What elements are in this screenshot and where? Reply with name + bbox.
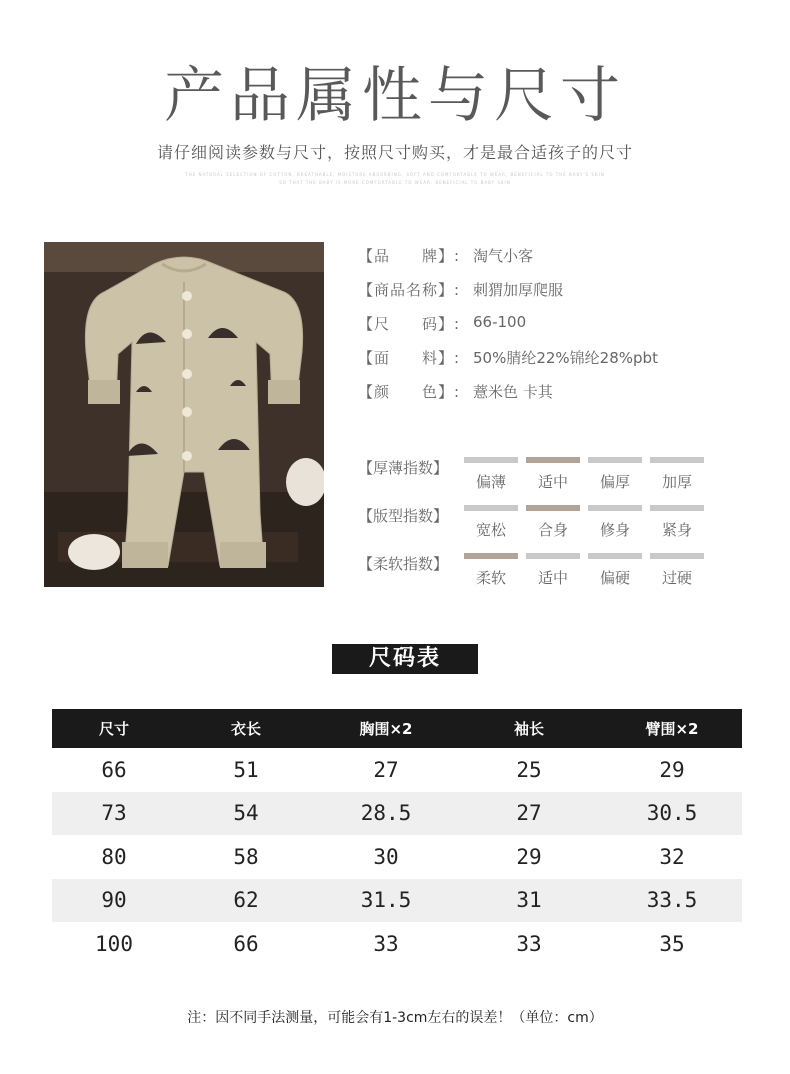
- table-cell: 27: [373, 757, 399, 782]
- table-cell: 27: [516, 801, 542, 826]
- index-bar: [588, 553, 642, 559]
- softness-option: [526, 553, 580, 588]
- fit-option: [464, 505, 518, 540]
- romper-illustration: [44, 242, 324, 587]
- index-bar: [464, 457, 518, 463]
- table-cell: 54: [233, 801, 259, 826]
- index-bar: [464, 505, 518, 511]
- index-bar: [588, 505, 642, 511]
- table-cell: 30: [373, 844, 399, 869]
- table-cell: 100: [95, 931, 133, 956]
- table-row: [52, 879, 742, 923]
- fit-option: [588, 505, 642, 540]
- table-cell: 58: [233, 844, 259, 869]
- index-bar-selected: [526, 457, 580, 463]
- attr-product-name-value: 刺猬加厚爬服: [473, 281, 564, 299]
- index-option-label: 合身: [537, 521, 568, 539]
- page-subtitle: 请仔细阅读参数与尺寸，按照尺寸购买，才是最合适孩子的尺寸: [156, 143, 633, 162]
- thickness-option: [650, 457, 704, 492]
- table-cell: 51: [233, 757, 259, 782]
- measurement-note: 注：因不同手法测量，可能会有1-3cm左右的误差！（单位：cm）: [187, 1010, 603, 1026]
- table-row: [52, 792, 742, 836]
- table-cell: 25: [516, 757, 542, 782]
- table-cell: 29: [659, 757, 685, 782]
- table-cell: 90: [101, 888, 127, 913]
- attr-fabric-key: 【面 料】:: [358, 349, 461, 367]
- index-label-softness: 【柔软指数】: [358, 555, 449, 573]
- index-bar: [526, 553, 580, 559]
- table-cell: 33.5: [646, 888, 698, 913]
- attr-color-value: 薏米色 卡其: [473, 383, 553, 401]
- index-bar: [650, 505, 704, 511]
- table-cell: 32: [659, 844, 685, 869]
- table-header-cell: 臂围×2: [645, 720, 699, 738]
- decorative-english-line-2: SO THAT THE BABY IS MORE COMFORTABLE TO WEAR, BENEFICIAL TO BABY SKIN: [279, 180, 511, 185]
- thickness-option: [526, 457, 580, 492]
- table-cell: 80: [101, 844, 127, 869]
- table-header-cell: 袖长: [513, 720, 544, 738]
- softness-option: [588, 553, 642, 588]
- fit-option: [526, 505, 580, 540]
- table-cell: 62: [233, 888, 259, 913]
- index-option-label: 适中: [537, 473, 568, 491]
- index-option-label: 过硬: [661, 569, 692, 587]
- table-cell: 66: [233, 931, 259, 956]
- table-cell: 35: [659, 931, 685, 956]
- table-header-cell: 衣长: [230, 720, 261, 738]
- index-option-label: 偏厚: [599, 473, 630, 491]
- attr-size-value: 66-100: [473, 313, 527, 331]
- attr-size-key: 【尺 码】:: [358, 315, 461, 333]
- attr-product-name-key: 【商品名称】:: [358, 281, 461, 299]
- thickness-option: [464, 457, 518, 492]
- index-bar: [650, 553, 704, 559]
- index-label-thickness: 【厚薄指数】: [358, 459, 449, 477]
- table-header-row: [52, 709, 742, 748]
- page-title: 产品属性与尺寸: [164, 61, 626, 131]
- index-option-label: 宽松: [475, 521, 506, 539]
- table-header-cell: 尺寸: [98, 720, 129, 738]
- softness-option: [464, 553, 518, 588]
- index-bar-selected: [464, 553, 518, 559]
- attr-brand-key: 【品 牌】:: [358, 247, 461, 265]
- table-cell: 73: [101, 801, 127, 826]
- size-table: [52, 709, 742, 966]
- attr-fabric-value: 50%腈纶22%锦纶28%pbt: [473, 349, 658, 367]
- decorative-english-line-1: THE NATURAL SELECTION OF COTTON, BREATHABLE, MOISTURE ABSORBING, SOFT AND COMFORTABLE TO WEAR, BENEFICIAL TO THE BABY'S SKIN: [185, 172, 605, 177]
- index-option-label: 紧身: [661, 521, 692, 539]
- table-cell: 31.5: [360, 888, 412, 913]
- table-row: [52, 835, 742, 879]
- index-bar-selected: [526, 505, 580, 511]
- table-cell: 66: [101, 757, 127, 782]
- table-cell: 33: [516, 931, 542, 956]
- softness-option: [650, 553, 704, 588]
- table-cell: 28.5: [360, 801, 412, 826]
- table-header-cell: 胸围×2: [359, 720, 413, 738]
- index-option-label: 适中: [537, 569, 568, 587]
- table-cell: 31: [516, 888, 542, 913]
- table-cell: 33: [373, 931, 399, 956]
- table-row: [52, 748, 742, 792]
- index-bar: [588, 457, 642, 463]
- index-bar: [650, 457, 704, 463]
- attr-color-key: 【颜 色】:: [358, 383, 461, 401]
- index-option-label: 偏薄: [475, 473, 506, 491]
- table-cell: 30.5: [646, 801, 698, 826]
- index-option-label: 加厚: [661, 473, 692, 491]
- index-option-label: 修身: [599, 521, 630, 539]
- size-chart-title: 尺码表: [332, 644, 478, 674]
- table-cell: 29: [516, 844, 542, 869]
- product-photo: [44, 242, 324, 587]
- index-option-label: 偏硬: [599, 569, 630, 587]
- thickness-option: [588, 457, 642, 492]
- table-row: [52, 922, 742, 966]
- fit-option: [650, 505, 704, 540]
- index-option-label: 柔软: [475, 569, 506, 587]
- index-label-fit: 【版型指数】: [358, 507, 449, 525]
- attr-brand-value: 淘气小客: [473, 247, 534, 265]
